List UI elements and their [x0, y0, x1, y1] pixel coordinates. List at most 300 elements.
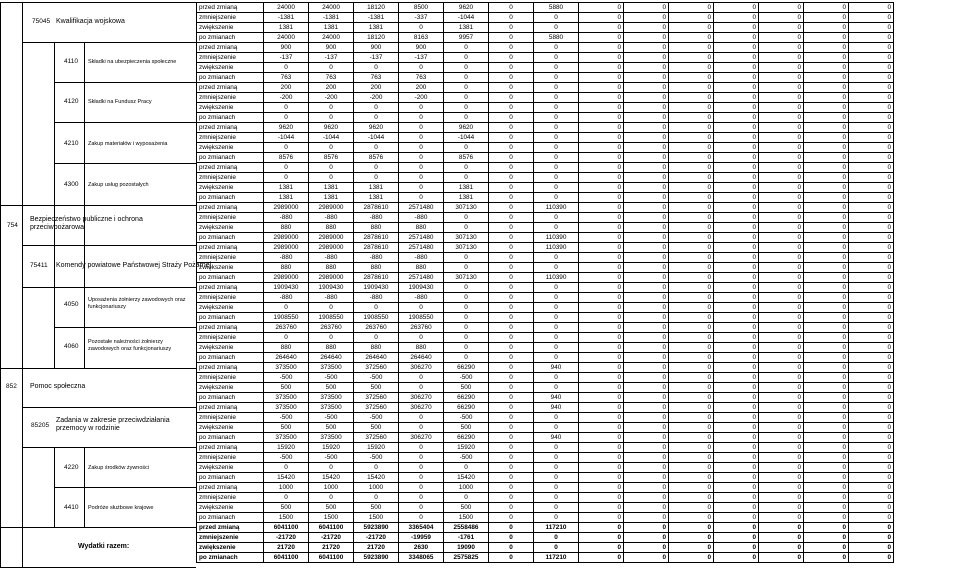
value-cell: 0 — [579, 503, 624, 513]
table-row — [197, 153, 894, 163]
value-cell: 9620 — [444, 123, 489, 133]
value-cell: 0 — [534, 473, 579, 483]
row-state-cell: zwiększenie — [197, 463, 264, 473]
value-cell: 0 — [804, 533, 849, 543]
value-cell: 0 — [354, 103, 399, 113]
value-cell: 0 — [579, 73, 624, 83]
section-code: 852 — [6, 383, 17, 390]
value-cell: 0 — [624, 493, 669, 503]
value-cell: 264640 — [399, 353, 444, 363]
value-cell: 19090 — [444, 543, 489, 553]
value-cell: 0 — [849, 233, 894, 243]
value-cell: 0 — [489, 373, 534, 383]
value-cell: -500 — [444, 453, 489, 463]
value-cell: 0 — [669, 463, 714, 473]
value-cell: 0 — [264, 113, 309, 123]
value-cell: 200 — [309, 83, 354, 93]
value-cell: 0 — [489, 83, 534, 93]
value-cell: 0 — [849, 353, 894, 363]
value-cell: 0 — [624, 533, 669, 543]
value-cell: 66290 — [444, 363, 489, 373]
value-cell: 0 — [759, 53, 804, 63]
value-cell: 0 — [714, 93, 759, 103]
value-cell: 0 — [444, 83, 489, 93]
value-cell: 0 — [624, 103, 669, 113]
value-cell: 0 — [399, 383, 444, 393]
value-cell: 900 — [399, 43, 444, 53]
value-cell: 0 — [579, 423, 624, 433]
value-cell: 900 — [309, 43, 354, 53]
value-cell: 1381 — [264, 183, 309, 193]
value-cell: 0 — [579, 513, 624, 523]
row-state-cell: zmniejszenie — [197, 333, 264, 343]
value-cell: 0 — [579, 153, 624, 163]
table-row — [197, 243, 894, 253]
value-cell: 0 — [669, 23, 714, 33]
value-cell: 0 — [804, 143, 849, 153]
value-cell: -21720 — [264, 533, 309, 543]
value-cell: 0 — [399, 493, 444, 503]
value-cell: 0 — [534, 103, 579, 113]
value-cell: 0 — [489, 163, 534, 173]
value-cell: 0 — [714, 113, 759, 123]
row-line — [54, 487, 196, 488]
value-cell: 21720 — [354, 543, 399, 553]
value-cell: 0 — [669, 553, 714, 563]
value-cell: 0 — [579, 453, 624, 463]
row-state-cell: zmniejszenie — [197, 413, 264, 423]
value-cell: 0 — [579, 43, 624, 53]
value-cell: 0 — [849, 283, 894, 293]
value-cell: 0 — [669, 323, 714, 333]
value-cell: 0 — [489, 213, 534, 223]
value-cell: -21720 — [309, 533, 354, 543]
value-cell: 110390 — [534, 243, 579, 253]
value-cell: 0 — [309, 63, 354, 73]
value-cell: 200 — [264, 83, 309, 93]
value-cell: 940 — [534, 363, 579, 373]
value-cell: 110390 — [534, 203, 579, 213]
paragraph-title: Zakup środków żywności — [88, 465, 150, 471]
value-cell: 1500 — [444, 513, 489, 523]
value-cell: 0 — [624, 483, 669, 493]
value-cell: 0 — [399, 443, 444, 453]
value-cell: 373500 — [309, 363, 354, 373]
value-cell: 2989000 — [309, 233, 354, 243]
value-cell: 0 — [804, 183, 849, 193]
value-cell: 2989000 — [309, 273, 354, 283]
row-state-cell: zmniejszenie — [197, 93, 264, 103]
value-cell: 0 — [759, 63, 804, 73]
value-cell: 0 — [624, 273, 669, 283]
value-cell: -1044 — [264, 133, 309, 143]
value-cell: 2989000 — [264, 273, 309, 283]
row-state-cell: przed zmianą — [197, 483, 264, 493]
value-cell: 0 — [849, 133, 894, 143]
value-cell: 0 — [669, 243, 714, 253]
value-cell: 0 — [849, 483, 894, 493]
value-cell: 0 — [489, 273, 534, 283]
value-cell: 0 — [849, 463, 894, 473]
value-cell: -21720 — [354, 533, 399, 543]
value-cell: 0 — [309, 493, 354, 503]
value-cell: 0 — [714, 423, 759, 433]
paragraph-title: Podróże służbowe krajowe — [88, 505, 154, 511]
value-cell: 0 — [669, 303, 714, 313]
value-cell: 0 — [804, 543, 849, 553]
value-cell: 0 — [624, 93, 669, 103]
value-cell: 0 — [579, 553, 624, 563]
value-cell: -880 — [354, 293, 399, 303]
value-cell: 0 — [534, 443, 579, 453]
value-cell: 0 — [444, 343, 489, 353]
value-cell: 0 — [669, 63, 714, 73]
value-cell: -137 — [309, 53, 354, 63]
value-cell: 18120 — [354, 3, 399, 13]
value-cell: 0 — [624, 413, 669, 423]
value-cell: 0 — [489, 443, 534, 453]
value-cell: 0 — [669, 193, 714, 203]
value-cell: 0 — [579, 63, 624, 73]
value-cell: 0 — [354, 333, 399, 343]
value-cell: 9620 — [444, 3, 489, 13]
value-cell: 0 — [534, 43, 579, 53]
row-state-cell: po zmianach — [197, 473, 264, 483]
value-cell: 8500 — [399, 3, 444, 13]
value-cell: 0 — [759, 263, 804, 273]
value-cell: -880 — [309, 213, 354, 223]
value-cell: 0 — [714, 443, 759, 453]
value-cell: 2878610 — [354, 233, 399, 243]
value-cell: 0 — [804, 213, 849, 223]
value-cell: 0 — [534, 283, 579, 293]
value-cell: 0 — [399, 303, 444, 313]
value-cell: 0 — [714, 203, 759, 213]
value-cell: 0 — [489, 203, 534, 213]
value-cell: 880 — [264, 223, 309, 233]
row-state-cell: zmniejszenie — [197, 133, 264, 143]
chapter-code: 75411 — [30, 262, 48, 269]
value-cell: 0 — [669, 203, 714, 213]
budget-table-body — [197, 3, 894, 563]
value-cell: 0 — [399, 183, 444, 193]
value-cell: 0 — [444, 63, 489, 73]
paragraph-code: 4110 — [64, 58, 78, 65]
table-row — [197, 343, 894, 353]
value-cell: 0 — [354, 303, 399, 313]
value-cell: 0 — [534, 183, 579, 193]
value-cell: 0 — [759, 143, 804, 153]
value-cell: 0 — [804, 553, 849, 563]
value-cell: 15420 — [309, 473, 354, 483]
value-cell: 0 — [399, 193, 444, 203]
value-cell: 1381 — [444, 193, 489, 203]
row-state-cell: po zmianach — [197, 553, 264, 563]
value-cell: 1500 — [309, 513, 354, 523]
value-cell: 0 — [624, 223, 669, 233]
value-cell: -1044 — [354, 133, 399, 143]
value-cell: 0 — [399, 473, 444, 483]
paragraph-code: 4300 — [64, 181, 79, 188]
value-cell: 0 — [804, 263, 849, 273]
value-cell: 500 — [444, 383, 489, 393]
value-cell: 5880 — [534, 3, 579, 13]
value-cell: 0 — [759, 343, 804, 353]
value-cell: 0 — [489, 63, 534, 73]
value-cell: 0 — [399, 173, 444, 183]
value-cell: 0 — [534, 453, 579, 463]
value-cell: 0 — [489, 553, 534, 563]
row-line — [22, 42, 196, 43]
value-cell: 0 — [579, 3, 624, 13]
value-cell: 0 — [759, 293, 804, 303]
value-cell: 0 — [579, 473, 624, 483]
value-cell: 0 — [399, 463, 444, 473]
row-state-cell: zwiększenie — [197, 23, 264, 33]
value-cell: 0 — [444, 253, 489, 263]
row-state-cell: zmniejszenie — [197, 53, 264, 63]
value-cell: 0 — [849, 3, 894, 13]
table-row — [197, 173, 894, 183]
value-cell: 0 — [849, 373, 894, 383]
value-cell: 2575825 — [444, 553, 489, 563]
value-cell: 1909430 — [354, 283, 399, 293]
value-cell: 0 — [669, 293, 714, 303]
row-state-cell: przed zmianą — [197, 163, 264, 173]
value-cell: 66290 — [444, 433, 489, 443]
value-cell: 1908550 — [264, 313, 309, 323]
value-cell: 0 — [624, 303, 669, 313]
value-cell: 0 — [849, 453, 894, 463]
value-cell: 0 — [534, 533, 579, 543]
value-cell: 0 — [804, 383, 849, 393]
value-cell: 0 — [759, 273, 804, 283]
value-cell: 0 — [534, 353, 579, 363]
value-cell: 0 — [804, 203, 849, 213]
value-cell: 0 — [534, 483, 579, 493]
table-row — [197, 123, 894, 133]
value-cell: 0 — [759, 443, 804, 453]
value-cell: -1044 — [444, 13, 489, 23]
row-state-cell: przed zmianą — [197, 123, 264, 133]
value-cell: 0 — [264, 163, 309, 173]
value-cell: 18120 — [354, 33, 399, 43]
value-cell: 0 — [624, 513, 669, 523]
value-cell: 0 — [849, 73, 894, 83]
value-cell: 9620 — [264, 123, 309, 133]
value-cell: 0 — [849, 163, 894, 173]
value-cell: 0 — [714, 383, 759, 393]
value-cell: 0 — [489, 133, 534, 143]
value-cell: 0 — [534, 503, 579, 513]
row-state-cell: po zmianach — [197, 73, 264, 83]
value-cell: 0 — [579, 483, 624, 493]
value-cell: 5923890 — [354, 523, 399, 533]
value-cell: 0 — [849, 203, 894, 213]
row-state-cell: po zmianach — [197, 33, 264, 43]
row-state-cell: przed zmianą — [197, 243, 264, 253]
table-row — [197, 553, 894, 563]
value-cell: 0 — [489, 53, 534, 63]
value-cell: 0 — [849, 423, 894, 433]
value-cell: 0 — [579, 393, 624, 403]
value-cell: -19959 — [399, 533, 444, 543]
value-cell: 0 — [579, 163, 624, 173]
value-cell: 0 — [714, 193, 759, 203]
value-cell: -137 — [264, 53, 309, 63]
row-state-cell: przed zmianą — [197, 323, 264, 333]
chapter-title: Komendy powiatowe Państwowej Straży Pożarnej — [56, 262, 212, 269]
value-cell: 9620 — [354, 123, 399, 133]
value-cell: 0 — [669, 373, 714, 383]
value-cell: 0 — [579, 273, 624, 283]
value-cell: 0 — [759, 403, 804, 413]
value-cell: 0 — [579, 363, 624, 373]
value-cell: 0 — [624, 133, 669, 143]
value-cell: 1909430 — [399, 283, 444, 293]
value-cell: -1381 — [264, 13, 309, 23]
value-cell: 0 — [534, 543, 579, 553]
row-state-cell: zwiększenie — [197, 543, 264, 553]
value-cell: 500 — [309, 503, 354, 513]
value-cell: 0 — [579, 353, 624, 363]
value-cell: 0 — [534, 93, 579, 103]
value-cell: 0 — [534, 173, 579, 183]
value-cell: 0 — [714, 313, 759, 323]
value-cell: 0 — [669, 393, 714, 403]
value-cell: 0 — [759, 373, 804, 383]
value-cell: 0 — [669, 273, 714, 283]
value-cell: 0 — [714, 343, 759, 353]
value-cell: 0 — [714, 123, 759, 133]
value-cell: 1381 — [309, 23, 354, 33]
table-row — [197, 253, 894, 263]
value-cell: 0 — [534, 293, 579, 303]
value-cell: 0 — [624, 433, 669, 443]
value-cell: 0 — [804, 523, 849, 533]
value-cell: 0 — [849, 53, 894, 63]
value-cell: 0 — [309, 103, 354, 113]
value-cell: 8576 — [264, 153, 309, 163]
value-cell: 0 — [624, 283, 669, 293]
value-cell: 0 — [669, 73, 714, 83]
value-cell: 0 — [489, 223, 534, 233]
value-cell: 263760 — [399, 323, 444, 333]
value-cell: 0 — [354, 63, 399, 73]
value-cell: 0 — [579, 193, 624, 203]
value-cell: 307130 — [444, 233, 489, 243]
value-cell: -880 — [309, 293, 354, 303]
value-cell: 0 — [534, 313, 579, 323]
value-cell: 940 — [534, 403, 579, 413]
table-row — [197, 403, 894, 413]
value-cell: 0 — [804, 363, 849, 373]
value-cell: 0 — [354, 463, 399, 473]
paragraph-title: Składki na ubezpieczenia społeczne — [88, 59, 177, 65]
value-cell: 880 — [399, 223, 444, 233]
row-state-cell: przed zmianą — [197, 43, 264, 53]
value-cell: 0 — [489, 13, 534, 23]
value-cell: 0 — [759, 523, 804, 533]
value-cell: 0 — [624, 63, 669, 73]
value-cell: 0 — [759, 383, 804, 393]
value-cell: 0 — [579, 53, 624, 63]
value-cell: 117210 — [534, 523, 579, 533]
value-cell: 0 — [849, 113, 894, 123]
paragraph-code: 4220 — [64, 464, 79, 471]
table-row — [197, 483, 894, 493]
row-state-cell: zmniejszenie — [197, 253, 264, 263]
value-cell: 0 — [624, 53, 669, 63]
value-cell: 2571480 — [399, 233, 444, 243]
value-cell: 880 — [309, 343, 354, 353]
value-cell: -200 — [264, 93, 309, 103]
value-cell: 0 — [579, 83, 624, 93]
value-cell: -500 — [264, 413, 309, 423]
value-cell: 0 — [669, 173, 714, 183]
value-cell: 0 — [669, 83, 714, 93]
value-cell: 0 — [489, 383, 534, 393]
row-state-cell: zwiększenie — [197, 263, 264, 273]
table-row — [197, 13, 894, 23]
value-cell: 0 — [444, 313, 489, 323]
row-state-cell: zwiększenie — [197, 503, 264, 513]
table-row — [197, 463, 894, 473]
value-cell: 0 — [624, 543, 669, 553]
value-cell: 2878610 — [354, 203, 399, 213]
value-cell: 0 — [714, 83, 759, 93]
value-cell: 15420 — [264, 473, 309, 483]
value-cell: 0 — [759, 413, 804, 423]
value-cell: 0 — [399, 423, 444, 433]
value-cell: 0 — [669, 313, 714, 323]
value-cell: 6041100 — [309, 523, 354, 533]
value-cell: 0 — [714, 493, 759, 503]
value-cell: 0 — [804, 253, 849, 263]
value-cell: 0 — [804, 413, 849, 423]
value-cell: -880 — [354, 213, 399, 223]
value-cell: 0 — [489, 343, 534, 353]
value-cell: 0 — [804, 43, 849, 53]
value-cell: 2558486 — [444, 523, 489, 533]
value-cell: 2989000 — [309, 203, 354, 213]
value-cell: 0 — [714, 543, 759, 553]
value-cell: 0 — [534, 123, 579, 133]
row-line — [54, 163, 196, 164]
value-cell: 0 — [804, 453, 849, 463]
value-cell: 0 — [759, 133, 804, 143]
value-cell: 0 — [669, 283, 714, 293]
value-cell: 0 — [804, 23, 849, 33]
value-cell: 0 — [669, 363, 714, 373]
value-cell: 306270 — [399, 393, 444, 403]
value-cell: 0 — [714, 53, 759, 63]
value-cell: 0 — [264, 493, 309, 503]
value-cell: -880 — [399, 253, 444, 263]
row-state-cell: przed zmianą — [197, 443, 264, 453]
value-cell: 0 — [399, 23, 444, 33]
left-border — [0, 2, 1, 568]
value-cell: 0 — [489, 503, 534, 513]
row-line — [54, 122, 196, 123]
table-row — [197, 203, 894, 213]
value-cell: 0 — [579, 183, 624, 193]
value-cell: -500 — [309, 453, 354, 463]
row-state-cell: po zmianach — [197, 353, 264, 363]
value-cell: 0 — [849, 93, 894, 103]
value-cell: 0 — [399, 333, 444, 343]
value-cell: 0 — [804, 283, 849, 293]
